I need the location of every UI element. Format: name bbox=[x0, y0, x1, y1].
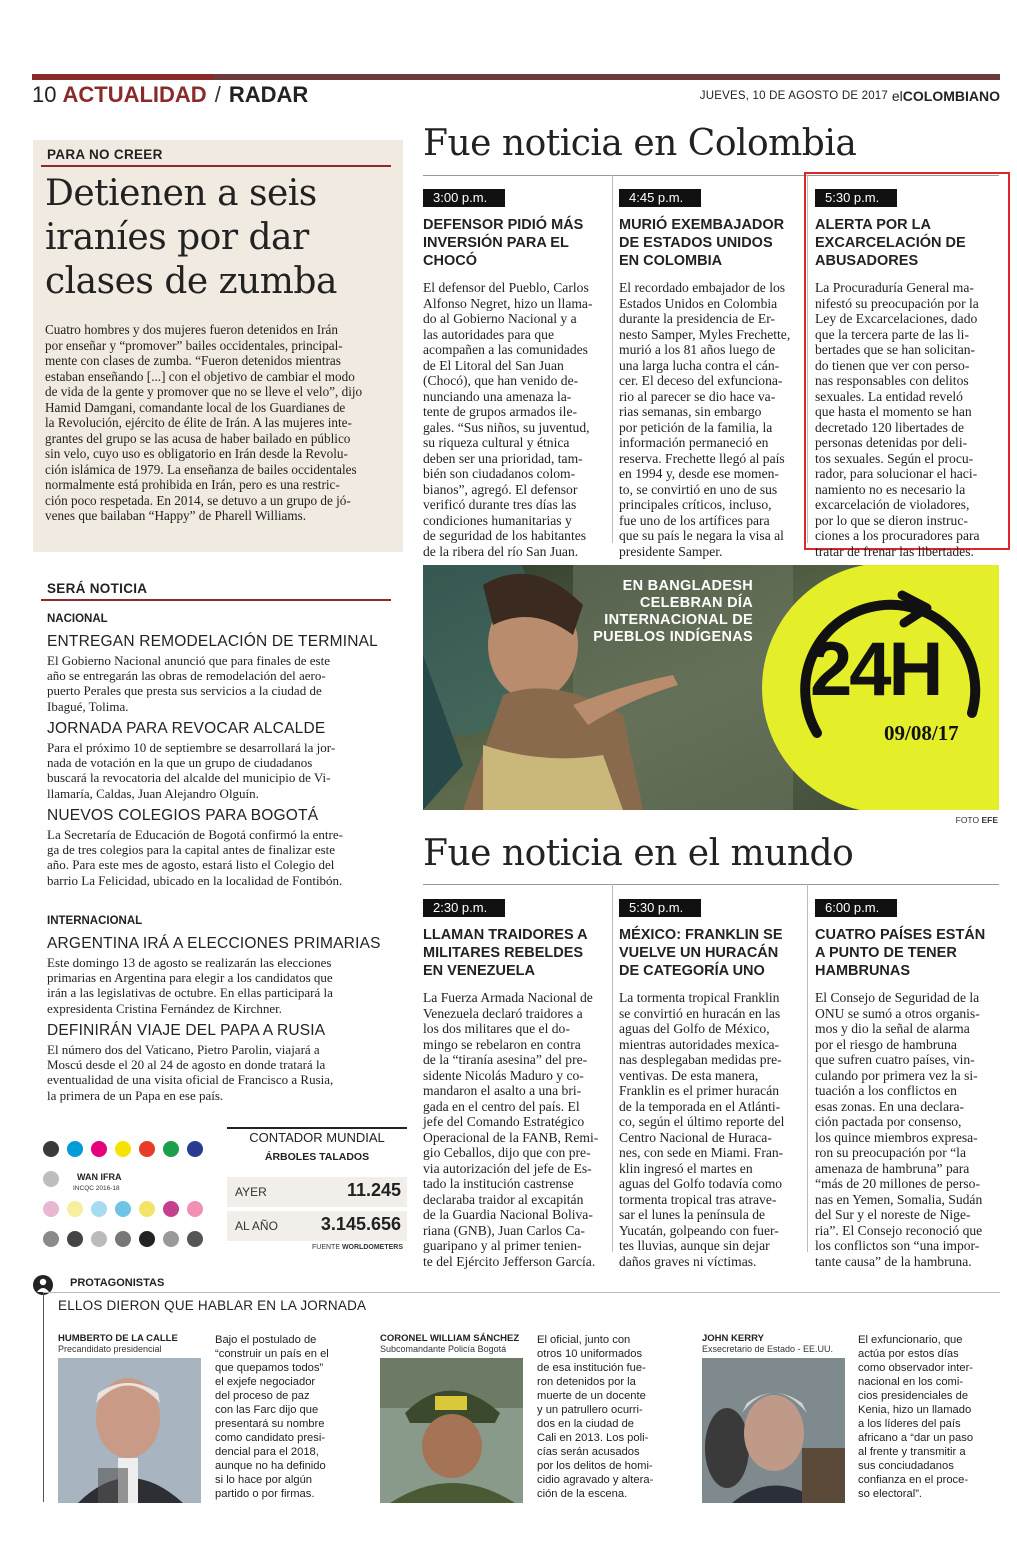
news-headline: DEFENSOR PIDIÓ MÁS INVERSIÓN PARA EL CHOCÓ bbox=[423, 217, 584, 269]
photo-caption: EN BANGLADESH CELEBRAN DÍA INTERNACIONAL DE PUEBLOS INDÍGENAS bbox=[593, 578, 753, 645]
news-headline: CUATRO PAÍSES ESTÁN A PUNTO DE TENER HAMBRUNAS bbox=[815, 927, 986, 979]
mundo-item-3 bbox=[815, 897, 1000, 1269]
section-separator: / bbox=[214, 82, 221, 107]
contador-subtitle: ÁRBOLES TALADOS bbox=[264, 1151, 370, 1163]
contador-mundial bbox=[227, 1127, 407, 1255]
para-no-creer-body: Cuatro hombres y dos mujeres fueron detenidos en Irán por enseñar y “promover” bailes occidentales, principal- mente con clases de zumba. “Fueron detenidos mientras estaban enseñando [...] con el objetivo de cambiar el modo de vida de la gente y promover que no se lleve el velo”, dijo Hamid Damgani, comandante local de los Guardianes de la Revolución, ejército de élite de Irán. A las mujeres inte- grantes del grupo se las acusa de haber bailado en público sin velo, cuyo uso es obligatorio en Irán desde la Revolu- ción islámica de 1979. La enseñanza de bailes occidentales normalmente está prohibida en Irán, pero es una restric- ción poco respetada. En 2014, se detuvo a un grupo de jó- venes que bailaban “Happy” de Pharell Williams. bbox=[45, 322, 363, 523]
sn-headline: JORNADA PARA REVOCAR ALCALDE bbox=[47, 720, 326, 737]
time-badge: 5:30 p.m. bbox=[619, 899, 701, 917]
news-body: El defensor del Pueblo, Carlos Alfonso Negret, hizo un llama- do al Gobierno Nacional y a las autoridades para que acompañen a las comunidades de El Litoral del San Juan (Chocó), que han venido de- nunciando una amenaza la- tente de grupos armados ile- gales. “Sus niños, su juventud, su riqueza cultural y étnica deben ser una prioridad, tam- bién son ciudadanos colom- bianos”, agregó. El defensor verificó durante tres días las condiciones humanitarias y de seguridad de los habitantes de la ribera del río San Juan. bbox=[423, 280, 593, 559]
swatch-dot bbox=[163, 1201, 179, 1217]
swatch-dot bbox=[115, 1201, 131, 1217]
wan-ifra-logo: WAN IFRA bbox=[77, 1172, 122, 1182]
column-divider bbox=[612, 175, 613, 543]
swatch-dot bbox=[67, 1201, 83, 1217]
contador-row: AYER 11.245 bbox=[227, 1177, 407, 1207]
bangladesh-photo bbox=[423, 565, 999, 810]
swatch-dot bbox=[43, 1171, 59, 1187]
wan-ifra-sub: INCQC 2016-18 bbox=[73, 1185, 120, 1192]
swatch-dot bbox=[91, 1201, 107, 1217]
protagonist-text: Bajo el postulado de “construir un país en el que quepamos todos” el exjefe negociador del proceso de paz con las Farc dijo que presentará su nombre como candidato presi- dencial para el 2018, aunque no ha definido si lo hace por algún partido o por firmas. bbox=[215, 1334, 329, 1500]
24h-date: 09/08/17 bbox=[884, 721, 959, 745]
page-number: 10 bbox=[32, 82, 57, 107]
issue-date: JUEVES, 10 DE AGOSTO DE 2017 bbox=[699, 90, 888, 102]
news-headline: MURIÓ EXEMBAJADOR DE ESTADOS UNIDOS EN COLOMBIA bbox=[619, 217, 785, 269]
para-no-creer-headline: Detienen a seis iraníes por dar clases de zumba bbox=[45, 173, 337, 302]
protagonistas-subtitle: ELLOS DIERON QUE HABLAR EN LA JORNADA bbox=[58, 1298, 367, 1313]
swatch-dot bbox=[115, 1231, 131, 1247]
protagonist-photo bbox=[58, 1358, 201, 1503]
news-body: La Procuraduría General ma- nifestó su preocupación por la Ley de Excarcelaciones, dado que la tercera parte de las li- bertades que se han solicitan- do tienen que ver con perso- nas responsables con delitos sexuales. La entidad reveló que hasta el momento se han decretado 120 libertades de personas detenidas por deli- tos sexuales. Según el procu- rador, para solucionar el haci- namiento no es necesario la excarcelación de violadores, por lo que se dieron instruc- ciones a los procuradores para tratar de frenar las libertades. bbox=[815, 280, 980, 559]
swatch-dot bbox=[139, 1231, 155, 1247]
protagonist-role: Precandidato presidencial bbox=[58, 1344, 162, 1354]
swatch-dot bbox=[91, 1231, 107, 1247]
colombia-item-3 bbox=[815, 187, 1000, 559]
internacional-label: INTERNACIONAL bbox=[47, 915, 143, 927]
news-headline: ALERTA POR LA EXCARCELACIÓN DE ABUSADORES bbox=[815, 217, 966, 269]
news-body: La Fuerza Armada Nacional de Venezuela declaró traidores a los dos militares que el do- mingo se rebelaron en contra de la “tiranía asesina” del pre- sidente Nicolás Maduro y co- mandaron el asalto a una bri- gada en el centro del país. El jefe del Comando Estratégico Operacional de la FANB, Remi- gio Ceballos, dijo que con pre- via autorización del jefe de Es- tado la institución castrense declaraba traidor al excapitán de la Guardia Nacional Boliva- riana (GNB), Juan Carlos Ca- guaripano y al primer tenien- te del Ejército Jefferson García. bbox=[423, 990, 599, 1269]
sn-body: Este domingo 13 de agosto se realizarán las elecciones primarias en Argentina para elegir a los candidatos que irán a las legislativas de octubre. En ellas participará la expresidenta Cristina Fernández de Kirchner. bbox=[47, 955, 333, 1016]
swatch-dot bbox=[43, 1141, 59, 1157]
sn-headline: NUEVOS COLEGIOS PARA BOGOTÁ bbox=[47, 807, 319, 824]
24h-text: 24H bbox=[810, 627, 941, 712]
swatch-dot bbox=[67, 1141, 83, 1157]
sn-item bbox=[47, 935, 397, 1016]
photo-credit: FOTO EFE bbox=[955, 815, 998, 825]
sn-body: El número dos del Vaticano, Pietro Parolin, viajará a Moscú desde el 20 al 24 de agosto en donde tratará la eventualidad de una visita oficial de Francisco a Rusia, la primera de un Papa en ese país. bbox=[47, 1042, 334, 1103]
sera-noticia-kicker: SERÁ NOTICIA bbox=[47, 581, 148, 596]
news-headline: LLAMAN TRAIDORES A MILITARES REBELDES EN VENEZUELA bbox=[423, 927, 588, 979]
swatch-dot bbox=[163, 1141, 179, 1157]
swatch-dot bbox=[91, 1141, 107, 1157]
sn-headline: DEFINIRÁN VIAJE DEL PAPA A RUSIA bbox=[47, 1022, 326, 1039]
swatch-dot bbox=[67, 1231, 83, 1247]
news-body: La tormenta tropical Franklin se convirtió en huracán en las aguas del Golfo de México, mientras autoridades mexica- nas desplegaban medidas pre- ventivas. De esta manera, Franklin es el primer huracán de la temporada en el Atlánti- co, según el último reporte del Centro Nacional de Huraca- nes, con sede en Miami. Fran- klin ingresó el martes en aguas del Golfo todavía como tormenta tropical tras atrave- sar el lunes la península de Yucatán, golpeando con fuer- tes lluvias, aunque sin dejar daños graves ni víctimas. bbox=[619, 990, 785, 1269]
masthead bbox=[32, 80, 1000, 110]
protagonist-2 bbox=[380, 1333, 540, 1354]
kicker-rule bbox=[41, 165, 391, 167]
sn-headline: ARGENTINA IRÁ A ELECCIONES PRIMARIAS bbox=[47, 935, 381, 952]
kicker-rule bbox=[41, 599, 391, 601]
sn-item bbox=[47, 1022, 397, 1103]
time-badge: 6:00 p.m. bbox=[815, 899, 897, 917]
time-badge: 5:30 p.m. bbox=[815, 189, 897, 207]
mundo-item-2 bbox=[619, 897, 801, 1269]
column-divider bbox=[612, 884, 613, 1252]
sn-item bbox=[47, 807, 397, 888]
protagonist-photo bbox=[380, 1358, 523, 1503]
swatch-dot bbox=[139, 1201, 155, 1217]
protagonistas-line bbox=[43, 1292, 44, 1502]
sera-noticia-box bbox=[33, 567, 403, 1117]
colombia-title: Fue noticia en Colombia bbox=[423, 123, 857, 164]
protagonist-3 bbox=[702, 1333, 862, 1354]
para-no-creer-kicker: PARA NO CREER bbox=[47, 147, 163, 162]
swatch-dot bbox=[43, 1231, 59, 1247]
sn-body: Para el próximo 10 de septiembre se desarrollará la jor- nada de votación en la que un grupo de ciudadanos buscará la revocatoria del alcalde del municipio de Vi- llamaría, Caldas, Juan Alejandro Olguín. bbox=[47, 740, 336, 801]
swatch-dot bbox=[187, 1231, 203, 1247]
para-no-creer-box bbox=[33, 140, 403, 552]
print-color-bar bbox=[33, 1127, 213, 1255]
news-body: El Consejo de Seguridad de la ONU se sumó a otros organis- mos y dio la señal de alarma por el riesgo de hambruna que sufren cuatro países, vin- culando por primera vez la si- tuación a los conflictos en esas zonas. En una declara- ción pactada por consenso, los quince miembros expresa- ron su preocupación por “la amenaza de hambruna” para “más de 20 millones de perso- nas en Yemen, Somalia, Sudán del Sur y el noreste de Nige- ria”. El Consejo reconoció que los conflictos son “una impor- tante causa” de la hambruna. bbox=[815, 990, 983, 1269]
contador-title: CONTADOR MUNDIAL bbox=[249, 1130, 385, 1145]
sn-item bbox=[47, 720, 397, 801]
sn-headline: ENTREGAN REMODELACIÓN DE TERMINAL bbox=[47, 633, 379, 650]
sn-item bbox=[47, 633, 397, 714]
contador-source: FUENTE WORLDOMETERS bbox=[311, 1244, 403, 1251]
swatch-dot bbox=[187, 1201, 203, 1217]
column-divider bbox=[807, 884, 808, 1252]
colombia-item-2 bbox=[619, 187, 801, 559]
newspaper-name: elCOLOMBIANO bbox=[891, 88, 1000, 104]
time-badge: 3:00 p.m. bbox=[423, 189, 505, 207]
swatch-dot bbox=[187, 1141, 203, 1157]
protagonist-name: JOHN KERRY bbox=[702, 1333, 764, 1344]
protagonist-text: El exfuncionario, que actúa por estos días como observador inter- nacional en los comi- cios presidenciales de Kenia, hizo un llamado a los líderes del país africano a “dar un paso al frente y transmitir a sus conciudadanos confianza en el proce- so electoral”. bbox=[858, 1334, 974, 1500]
protagonist-1 bbox=[58, 1333, 208, 1354]
protagonist-name: CORONEL WILLIAM SÁNCHEZ bbox=[380, 1333, 520, 1344]
mundo-title: Fue noticia en el mundo bbox=[423, 833, 854, 874]
protagonist-role: Subcomandante Policía Bogotá bbox=[380, 1344, 507, 1354]
protagonist-role: Exsecretario de Estado - EE.UU. bbox=[702, 1344, 834, 1354]
nacional-label: NACIONAL bbox=[47, 613, 108, 625]
mundo-item-1 bbox=[423, 897, 605, 1269]
swatch-dot bbox=[139, 1141, 155, 1157]
swatch-dot bbox=[163, 1231, 179, 1247]
time-badge: 4:45 p.m. bbox=[619, 189, 701, 207]
protagonistas-rule bbox=[43, 1292, 1000, 1293]
news-body: El recordado embajador de los Estados Unidos en Colombia durante la presidencia de Er- nesto Samper, Myles Frechette, murió a los 81 años luego de una larga lucha contra el cán- cer. El deceso del exfunciona- rio al parecer se dio hace va- rias semanas, sin embargo por petición de la familia, la información permaneció en reserva. Frechette llegó al país en 1994 y, desde ese momen- to, se convirtió en uno de sus principales críticos, incluso, fue uno de los artífices para que su país le negara la visa al presidente Samper. bbox=[619, 280, 791, 559]
swatch-dot bbox=[43, 1201, 59, 1217]
24h-badge bbox=[762, 565, 999, 810]
sn-body: El Gobierno Nacional anunció que para finales de este año se entregarán las obras de remodelación del aero- puerto Perales que presta sus servicios a la ciudad de Ibagué, Tolima. bbox=[47, 653, 330, 714]
protagonist-name: HUMBERTO DE LA CALLE bbox=[58, 1333, 178, 1344]
time-badge: 2:30 p.m. bbox=[423, 899, 505, 917]
protagonistas-label: PROTAGONISTAS bbox=[70, 1277, 165, 1289]
section-name: ACTUALIDAD bbox=[62, 82, 207, 107]
subsection-name: RADAR bbox=[228, 82, 309, 107]
mundo-top-rule bbox=[423, 884, 999, 885]
protagonist-text: El oficial, junto con otros 10 uniformados de esa institución fue- ron detenidos por la muerte de un docente y un patrullero ocurri- dos en la ciudad de Cali en 2013. Los poli- cías serán acusados por los delitos de homi- cidio agravado y altera- ción de la escena. bbox=[537, 1334, 654, 1500]
sn-body: La Secretaría de Educación de Bogotá confirmó la entre- ga de tres colegios para la capital antes de finalizar este año. Para este mes de agosto, estará listo el Colegio del barrio La Felicidad, ubicado en la localidad de Fontibón. bbox=[47, 827, 343, 888]
swatch-dot bbox=[115, 1141, 131, 1157]
contador-row: AL AÑO 3.145.656 bbox=[227, 1211, 407, 1241]
protagonist-photo bbox=[702, 1358, 845, 1503]
colombia-item-1 bbox=[423, 187, 605, 559]
news-headline: MÉXICO: FRANKLIN SE VUELVE UN HURACÁN DE CATEGORÍA UNO bbox=[619, 927, 783, 979]
